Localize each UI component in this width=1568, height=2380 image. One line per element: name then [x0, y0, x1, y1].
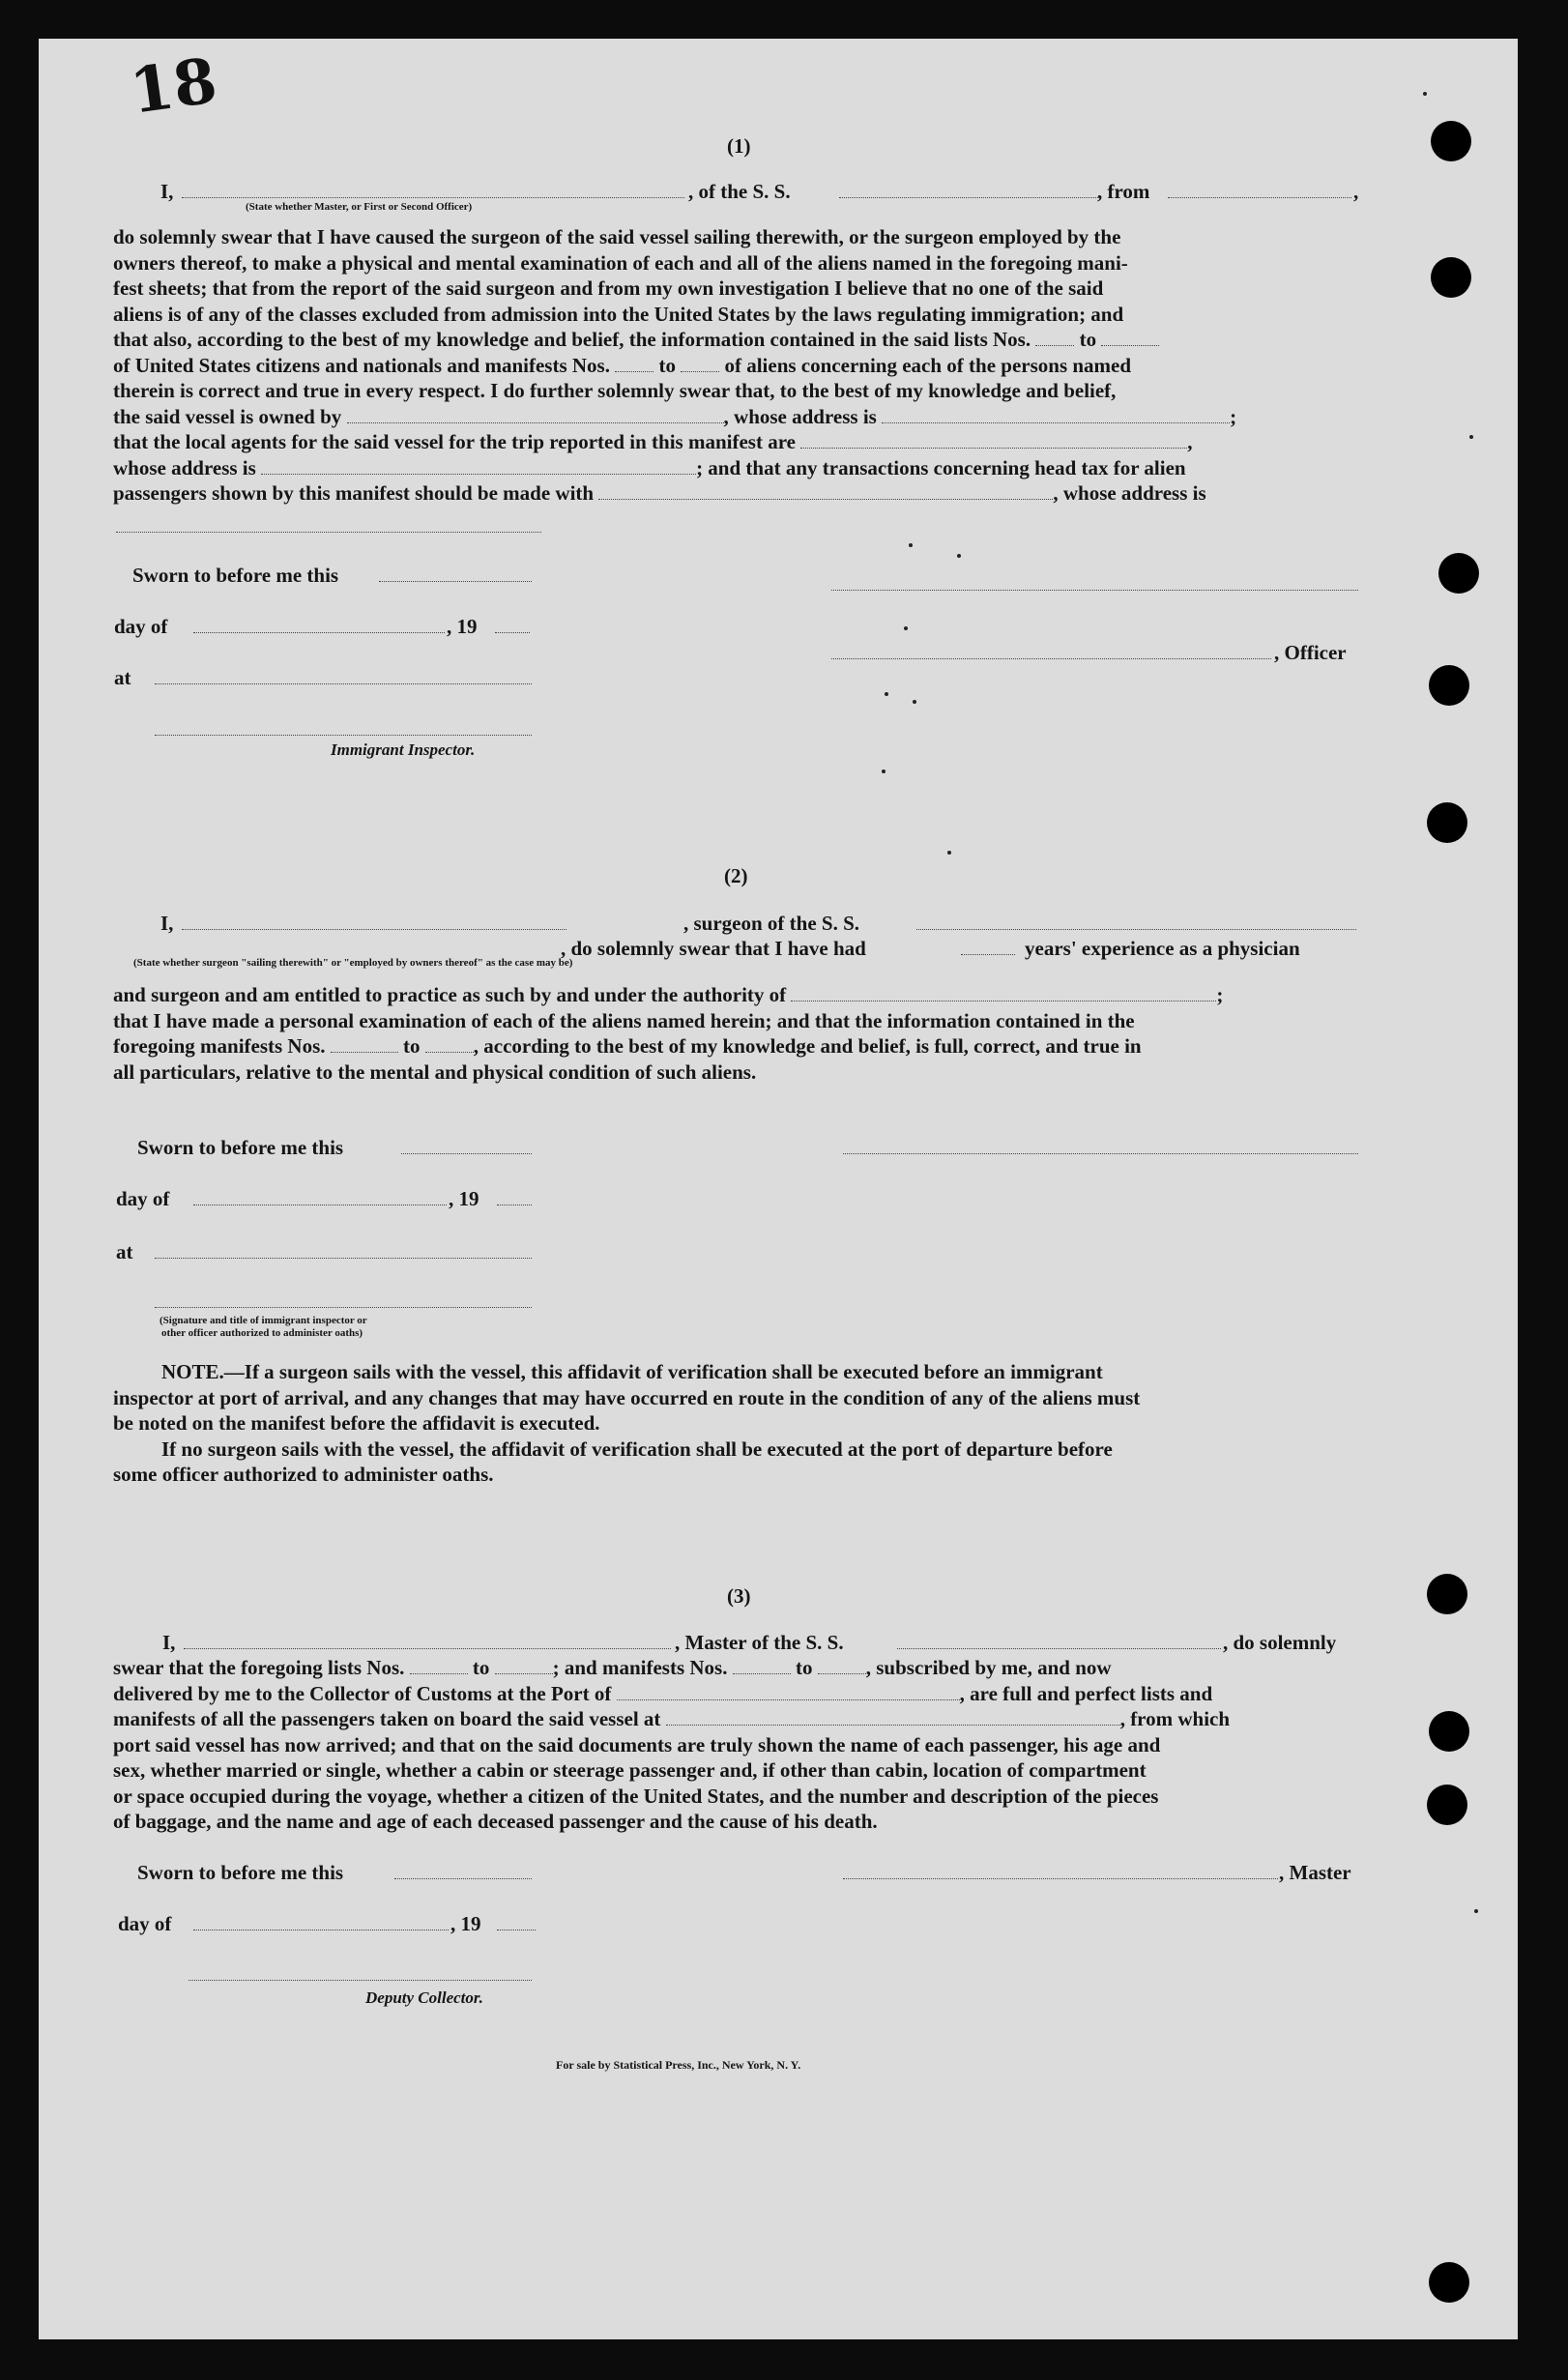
s3-lists-from-field[interactable] [410, 1656, 468, 1674]
s1-lists-to-field[interactable] [1101, 328, 1159, 346]
s1-line-5: that also, according to the best of my knowledge and belief, the information contained in the said lists Nos. to [113, 327, 1360, 353]
s3-lists-to-field[interactable] [495, 1656, 553, 1674]
s3-vessel-field[interactable] [897, 1648, 1221, 1649]
s1-line: fest sheets; that from the report of the said surgeon and from my own investigation I believe that no one of the said [113, 276, 1104, 300]
s3-manifests-from-field[interactable] [733, 1656, 791, 1674]
speck [947, 851, 951, 855]
s1-at: at [114, 666, 131, 689]
s1-officer-field[interactable] [831, 658, 1271, 659]
s2-at-field[interactable] [155, 1258, 532, 1259]
s2-at: at [116, 1240, 133, 1263]
binder-hole [1427, 1785, 1467, 1825]
s3-master-name-field[interactable] [184, 1648, 671, 1649]
s1-line: owners thereof, to make a physical and mental examination of each and all of the aliens named in the foregoing mani- [113, 250, 1128, 275]
s1-nineteen: , 19 [447, 615, 478, 638]
note-line: NOTE.—If a surgeon sails with the vessel, this affidavit of verification shall be executed before an immigrant [161, 1360, 1103, 1383]
s2-authority-field[interactable] [791, 983, 1216, 1001]
s1-year-field[interactable] [495, 632, 530, 633]
s1-sworn: Sworn to before me this [132, 564, 339, 587]
s2-surgeon-of: , surgeon of the S. S. [683, 912, 860, 935]
s2-nineteen: , 19 [449, 1187, 479, 1210]
s1-from: , from [1097, 180, 1150, 203]
s3-sworn: Sworn to before me this [137, 1861, 344, 1884]
speck [1469, 435, 1473, 439]
s3-master-sig-field[interactable] [843, 1878, 1278, 1879]
binder-hole [1429, 2262, 1469, 2303]
s2-line: all particulars, relative to the mental and physical condition of such aliens. [113, 1059, 757, 1084]
speck [913, 700, 916, 704]
speck [885, 692, 888, 696]
s2-manifests-from-field[interactable] [331, 1034, 398, 1053]
s2-sig-note-2: other officer authorized to administer oaths) [161, 1327, 363, 1339]
s3-deputy-label: Deputy Collector. [365, 1988, 483, 2007]
s3-line: or space occupied during the voyage, whether a citizen of the United States, and the number and description of the pieces [113, 1784, 1159, 1808]
s1-i: I, [160, 180, 174, 203]
s3-line: of baggage, and the name and age of each deceased passenger and the cause of his death. [113, 1810, 878, 1833]
s3-master-label: , Master [1279, 1861, 1351, 1884]
s2-swear: , do solemnly swear that I have had [561, 937, 866, 960]
s1-line: therein is correct and true in every respect. I do further solemnly swear that, to the best of my knowledge and belief, [113, 379, 1117, 402]
s3-nineteen: , 19 [450, 1912, 481, 1935]
speck [909, 543, 913, 547]
speck [957, 554, 961, 558]
s1-head-tax-field[interactable] [598, 481, 1053, 500]
s2-line-4: foregoing manifests Nos. to , according to the best of my knowledge and belief, is full, correct, and true in [113, 1034, 1142, 1058]
section-2-heading: (2) [724, 864, 748, 887]
s1-agents-address-field[interactable] [261, 456, 696, 475]
s2-body [113, 982, 1360, 1085]
s2-years-field[interactable] [961, 954, 1015, 955]
corner-number: 18 [126, 44, 221, 129]
s1-agents-field[interactable] [800, 430, 1187, 449]
s2-signature-field[interactable] [843, 1153, 1358, 1154]
note-line: If no surgeon sails with the vessel, the affidavit of verification shall be executed at the port of departure before [161, 1437, 1113, 1461]
s2-surgeon-name-field[interactable] [182, 929, 566, 930]
s1-sworn-date-field[interactable] [379, 581, 532, 582]
binder-hole [1438, 553, 1479, 594]
s1-vessel-field[interactable] [839, 197, 1100, 198]
s1-body [113, 224, 1360, 507]
s1-manifests-from-field[interactable] [615, 354, 653, 372]
s3-line-3: delivered by me to the Collector of Customs at the Port of , are full and perfect lists and [113, 1681, 1213, 1705]
s3-line: port said vessel has now arrived; and that on the said documents are truly shown the name of each passenger, his age and [113, 1732, 1161, 1756]
s2-day-of: day of [116, 1187, 170, 1210]
s1-line-9: that the local agents for the said vessel for the trip reported in this manifest are , [113, 430, 1193, 453]
s1-head-tax-address-field[interactable] [116, 532, 541, 533]
s3-line-4: manifests of all the passengers taken on board the said vessel at , from which [113, 1707, 1231, 1730]
s1-lists-from-field[interactable] [1035, 328, 1074, 346]
s3-day-of: day of [118, 1912, 172, 1935]
speck [904, 626, 908, 630]
s2-sig-note-1: (Signature and title of immigrant inspector or [160, 1315, 367, 1326]
binder-hole [1427, 1574, 1467, 1614]
s3-solemnly: , do solemnly [1223, 1631, 1337, 1654]
s2-years: years' experience as a physician [1025, 937, 1300, 960]
s1-owner-address-field[interactable] [882, 405, 1230, 423]
s2-sworn-date-field[interactable] [401, 1153, 532, 1154]
s1-line: do solemnly swear that I have caused the surgeon of the said vessel sailing therewith, or the surgeon employed by the [113, 225, 1121, 248]
s3-i: I, [162, 1631, 176, 1654]
binder-hole [1429, 665, 1469, 706]
s2-i: I, [160, 912, 174, 935]
s1-of-ss: , of the S. S. [688, 180, 791, 203]
s2-vessel-field[interactable] [916, 929, 1356, 930]
speck [882, 769, 886, 773]
s3-port-field[interactable] [617, 1682, 960, 1700]
s1-officer-name-field[interactable] [182, 197, 684, 198]
binder-hole [1431, 121, 1471, 161]
section-3-heading: (3) [727, 1584, 751, 1608]
s1-officer-label: , Officer [1274, 641, 1347, 664]
s3-sworn-date-field[interactable] [394, 1878, 532, 1879]
s1-month-field[interactable] [193, 632, 445, 633]
binder-hole [1431, 257, 1471, 298]
s1-inspector-sig-field[interactable] [155, 735, 532, 736]
s1-from-field[interactable] [1168, 197, 1351, 198]
note-line: be noted on the manifest before the affidavit is executed. [113, 1411, 600, 1435]
s1-owner-field[interactable] [347, 405, 724, 423]
binder-hole [1429, 1711, 1469, 1752]
s1-inspector-label: Immigrant Inspector. [331, 740, 476, 759]
s2-sworn: Sworn to before me this [137, 1136, 344, 1159]
s1-at-field[interactable] [155, 683, 532, 684]
speck [1474, 1909, 1478, 1913]
s1-line: aliens is of any of the classes excluded from admission into the United States by the laws regulating immigration; and [113, 302, 1124, 326]
s1-i-note: (State whether Master, or First or Second Officer) [246, 201, 473, 213]
s2-note: (State whether surgeon "sailing therewith" or "employed by owners thereof" as the case may be) [133, 957, 573, 969]
s1-line-6: of United States citizens and nationals and manifests Nos. to of aliens concerning each of the persons named [113, 353, 1132, 377]
s2-line: that I have made a personal examination of each of the aliens named herein; and that the information contained in the [113, 1008, 1135, 1032]
note-line: some officer authorized to administer oaths. [113, 1463, 494, 1486]
s2-note-block [113, 1359, 1360, 1488]
s1-line-10: whose address is ; and that any transactions concerning head tax for alien [113, 455, 1186, 479]
s2-line-2: and surgeon and am entitled to practice as such by and under the authority of ; [113, 983, 1224, 1006]
s3-departure-field[interactable] [666, 1707, 1120, 1726]
s2-manifests-to-field[interactable] [425, 1034, 474, 1053]
s2-inspector-sig-field[interactable] [155, 1307, 532, 1308]
s1-line-8: the said vessel is owned by , whose address is ; [113, 404, 1237, 428]
s3-master-of: , Master of the S. S. [675, 1631, 844, 1654]
binder-hole [1427, 802, 1467, 843]
s3-line: sex, whether married or single, whether a cabin or steerage passenger and, if other than cabin, location of compartment [113, 1758, 1147, 1782]
speck [1423, 92, 1427, 96]
note-line: inspector at port of arrival, and any changes that may have occurred en route in the condition of any of the aliens must [113, 1385, 1141, 1409]
s1-line-11: passengers shown by this manifest should be made with , whose address is [113, 481, 1206, 505]
s3-deputy-sig-field[interactable] [189, 1980, 532, 1981]
s1-officer-sig-field[interactable] [831, 590, 1358, 591]
s1-trail-comma: , [1353, 180, 1359, 203]
footer-printer: For sale by Statistical Press, Inc., New York, N. Y. [556, 2058, 801, 2072]
s1-day-of: day of [114, 615, 168, 638]
s3-manifests-to-field[interactable] [818, 1656, 866, 1674]
s1-manifests-to-field[interactable] [681, 354, 719, 372]
s3-line-2: swear that the foregoing lists Nos. to ; and manifests Nos. to , subscribed by me, and now [113, 1656, 1112, 1679]
s3-body [113, 1655, 1360, 1835]
section-1-heading: (1) [727, 134, 751, 158]
